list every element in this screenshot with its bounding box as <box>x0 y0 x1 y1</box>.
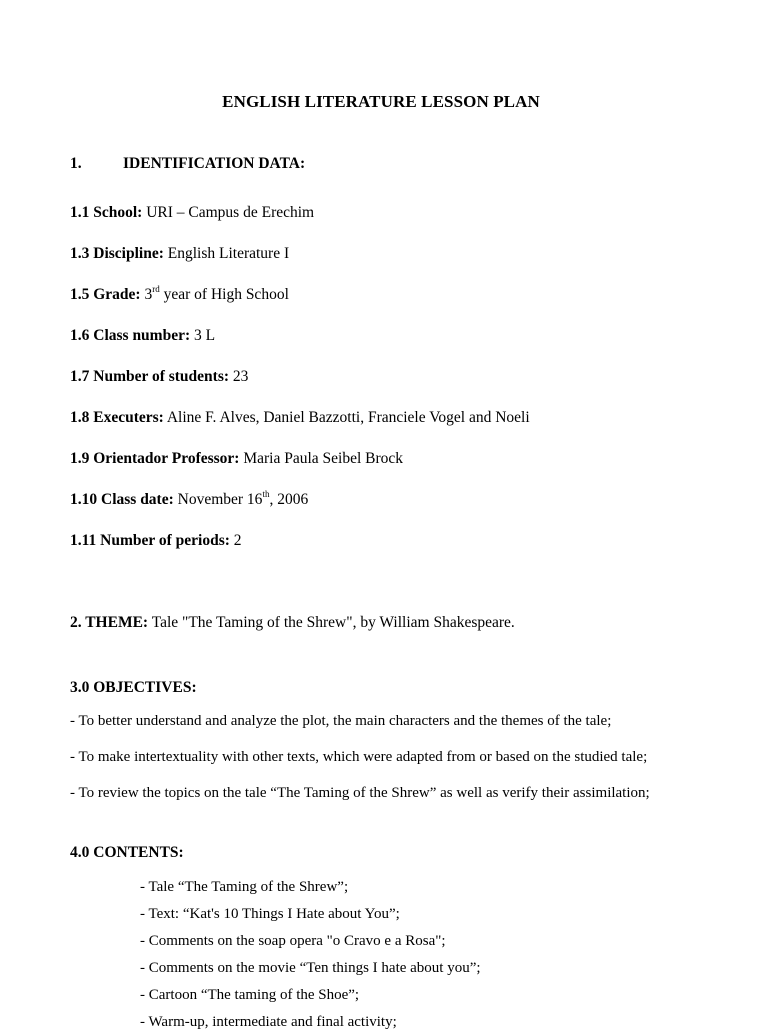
content-item: - Warm-up, intermediate and final activity; <box>140 1014 397 1030</box>
field-class-number-label: 1.6 Class number: <box>70 327 191 344</box>
objective-item: - To make intertextuality with other texts, which were adapted from or based on the studied tale; <box>70 749 648 765</box>
field-school-value: URI – Campus de Erechim <box>142 204 315 221</box>
field-number-of-students-label: 1.7 Number of students: <box>70 368 230 385</box>
field-school-label: 1.1 School: <box>70 204 143 221</box>
field-class-number-value: 3 L <box>190 327 216 344</box>
section-3-heading: 3.0 OBJECTIVES: <box>70 679 197 696</box>
field-number-of-students-value: 23 <box>229 368 249 385</box>
field-number-of-periods-value: 2 <box>229 532 242 549</box>
field-grade-value-text: year of High School <box>159 286 289 303</box>
field-orientador-professor <box>70 450 403 468</box>
field-class-number <box>70 327 215 345</box>
section-2-label: 2. THEME: <box>70 614 149 631</box>
content-item: - Comments on the movie “Ten things I hate about you”; <box>140 960 481 976</box>
content-item: - Text: “Kat's 10 Things I Hate about You”; <box>140 906 400 922</box>
content-item: - Cartoon “The taming of the Shoe”; <box>140 987 360 1003</box>
field-discipline <box>70 245 289 263</box>
section-1-heading <box>70 155 305 173</box>
field-orientador-professor-value: Maria Paula Seibel Brock <box>239 450 404 467</box>
field-number-of-students <box>70 368 248 386</box>
section-2-value: Tale "The Taming of the Shrew", by William Shakespeare. <box>148 614 515 631</box>
objective-item: - To better understand and analyze the plot, the main characters and the themes of the tale; <box>70 713 612 729</box>
field-number-of-periods <box>70 532 242 550</box>
field-grade-ordinal: rd <box>152 284 160 294</box>
field-class-date-ordinal: th <box>262 489 270 499</box>
field-executers <box>70 409 530 427</box>
field-discipline-value: English Literature I <box>163 245 290 262</box>
field-executers-value: Aline F. Alves, Daniel Bazzotti, Franciele Vogel and Noeli <box>163 409 530 426</box>
field-class-date-value-year: , 2006 <box>269 491 309 508</box>
field-grade <box>70 286 289 304</box>
field-number-of-periods-label: 1.11 Number of periods: <box>70 532 230 549</box>
field-executers-label: 1.8 Executers: <box>70 409 164 426</box>
section-1-number: 1. <box>70 155 82 172</box>
document-title: ENGLISH LITERATURE LESSON PLAN <box>222 92 540 111</box>
field-class-date <box>70 491 308 509</box>
field-school <box>70 204 314 222</box>
content-item: - Comments on the soap opera "o Cravo e a Rosa"; <box>140 933 446 949</box>
field-discipline-label: 1.3 Discipline: <box>70 245 164 262</box>
field-grade-label: 1.5 Grade: <box>70 286 141 303</box>
content-item: - Tale “The Taming of the Shrew”; <box>140 879 349 895</box>
field-grade-value-number: 3 <box>140 286 153 303</box>
field-class-date-label: 1.10 Class date: <box>70 491 174 508</box>
field-class-date-value-day: November 16 <box>173 491 263 508</box>
field-orientador-professor-label: 1.9 Orientador Professor: <box>70 450 240 467</box>
objective-item: - To review the topics on the tale “The Taming of the Shrew” as well as verify their assimilation; <box>70 785 650 801</box>
section-4-heading: 4.0 CONTENTS: <box>70 844 184 861</box>
section-2-theme <box>70 614 515 632</box>
section-1-title: IDENTIFICATION DATA: <box>123 155 306 172</box>
